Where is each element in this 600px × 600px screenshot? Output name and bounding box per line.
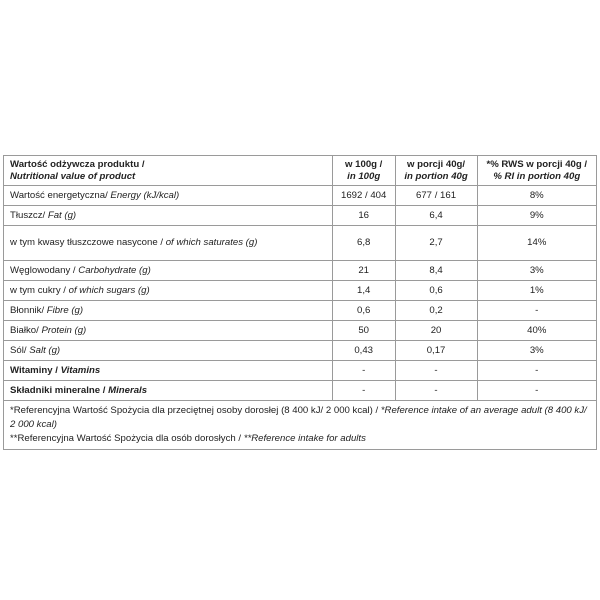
value-ri: 8% [477, 186, 596, 206]
nutrient-en: of which sugars (g) [68, 284, 150, 296]
table-header-row [4, 156, 597, 186]
value-per-100g: 0,43 [332, 341, 395, 361]
header-per-100g [332, 156, 395, 186]
footnote-2-en: **Reference intake for adults [243, 433, 366, 444]
footnote-1-en: *Reference intake of an average adult (8 400 kJ/ 2 000 kcal) [10, 405, 587, 430]
value-ri: 40% [477, 321, 596, 341]
footnotes [4, 401, 597, 450]
nutrient-pl: Białko/ [10, 324, 42, 336]
nutrient-en: Salt (g) [29, 344, 61, 356]
value-per-portion: 2,7 [395, 226, 477, 261]
value-per-100g: - [332, 381, 395, 401]
value-ri: - [477, 301, 596, 321]
table-row [4, 261, 597, 281]
nutrient-name [4, 206, 333, 226]
header-text-en: in 100g [347, 170, 381, 182]
nutrient-pl: Błonnik/ [10, 304, 47, 316]
nutrient-pl: Wartość energetyczna/ [10, 189, 111, 201]
value-per-100g: 0,6 [332, 301, 395, 321]
value-ri: 3% [477, 341, 596, 361]
table-row [4, 381, 597, 401]
nutrient-name [4, 186, 333, 206]
table-row [4, 361, 597, 381]
value-ri: 3% [477, 261, 596, 281]
value-per-portion: 0,2 [395, 301, 477, 321]
nutrient-pl: Węglowodany / [10, 264, 79, 276]
nutrient-pl: Sól/ [10, 344, 30, 356]
value-per-portion: 677 / 161 [395, 186, 477, 206]
header-text-en: % RI in portion 40g [493, 170, 581, 182]
table-row [4, 226, 597, 261]
nutrient-en: Carbohydrate (g) [78, 264, 151, 276]
table-row [4, 206, 597, 226]
nutrient-en: Protein (g) [41, 324, 87, 336]
value-per-portion: 20 [395, 321, 477, 341]
nutrient-name [4, 361, 333, 381]
nutrient-pl: Witaminy / [10, 364, 61, 376]
header-text: *% RWS w porcji 40g / [486, 158, 588, 170]
table-row [4, 301, 597, 321]
footnote-row [4, 401, 597, 450]
nutrient-name [4, 321, 333, 341]
table-row [4, 186, 597, 206]
value-per-100g: 50 [332, 321, 395, 341]
value-per-portion: 0,6 [395, 281, 477, 301]
table-row [4, 341, 597, 361]
value-per-portion: 8,4 [395, 261, 477, 281]
nutrient-pl: Składniki mineralne / [10, 384, 109, 396]
nutrient-name [4, 381, 333, 401]
value-ri: 9% [477, 206, 596, 226]
value-per-portion: 6,4 [395, 206, 477, 226]
table-row [4, 321, 597, 341]
nutrient-en: Energy (kJ/kcal) [110, 189, 180, 201]
value-per-portion: - [395, 381, 477, 401]
value-per-100g: 1,4 [332, 281, 395, 301]
header-text-en: in portion 40g [404, 170, 468, 182]
nutrient-name [4, 281, 333, 301]
footnote-1-pl: *Referencyjna Wartość Spożycia dla przeciętnej osoby dorosłej (8 400 kJ/ 2 000 kcal) / [10, 405, 381, 416]
header-text: Wartość odżywcza produktu / [10, 158, 145, 170]
nutrient-name [4, 301, 333, 321]
header-text: w 100g / [345, 158, 383, 170]
value-per-100g: 21 [332, 261, 395, 281]
nutrient-name [4, 261, 333, 281]
nutrient-pl: w tym cukry / [10, 284, 69, 296]
header-per-portion [395, 156, 477, 186]
nutrition-table [3, 155, 597, 450]
value-per-100g: 1692 / 404 [332, 186, 395, 206]
value-per-portion: 0,17 [395, 341, 477, 361]
value-per-portion: - [395, 361, 477, 381]
footnote-2-pl: **Referencyjna Wartość Spożycia dla osób dorosłych / [10, 433, 244, 444]
value-ri: 14% [477, 226, 596, 261]
header-text-en: Nutritional value of product [10, 170, 136, 182]
nutrient-pl: w tym kwasy tłuszczowe nasycone / [10, 237, 166, 248]
nutrient-pl: Tłuszcz/ [10, 209, 48, 221]
value-ri: - [477, 361, 596, 381]
nutrient-name [4, 341, 333, 361]
value-per-100g: 6,8 [332, 226, 395, 261]
nutrient-en: Minerals [108, 384, 148, 396]
nutrient-en: Vitamins [60, 364, 101, 376]
header-ri [477, 156, 596, 186]
nutrient-en: Fibre (g) [46, 304, 84, 316]
nutrient-en: of which saturates (g) [165, 237, 258, 248]
header-text: w porcji 40g/ [406, 158, 466, 170]
table-row [4, 281, 597, 301]
nutrient-name [4, 226, 333, 261]
header-nutrient [4, 156, 333, 186]
value-ri: 1% [477, 281, 596, 301]
value-ri: - [477, 381, 596, 401]
value-per-100g: - [332, 361, 395, 381]
nutrient-en: Fat (g) [47, 209, 77, 221]
value-per-100g: 16 [332, 206, 395, 226]
